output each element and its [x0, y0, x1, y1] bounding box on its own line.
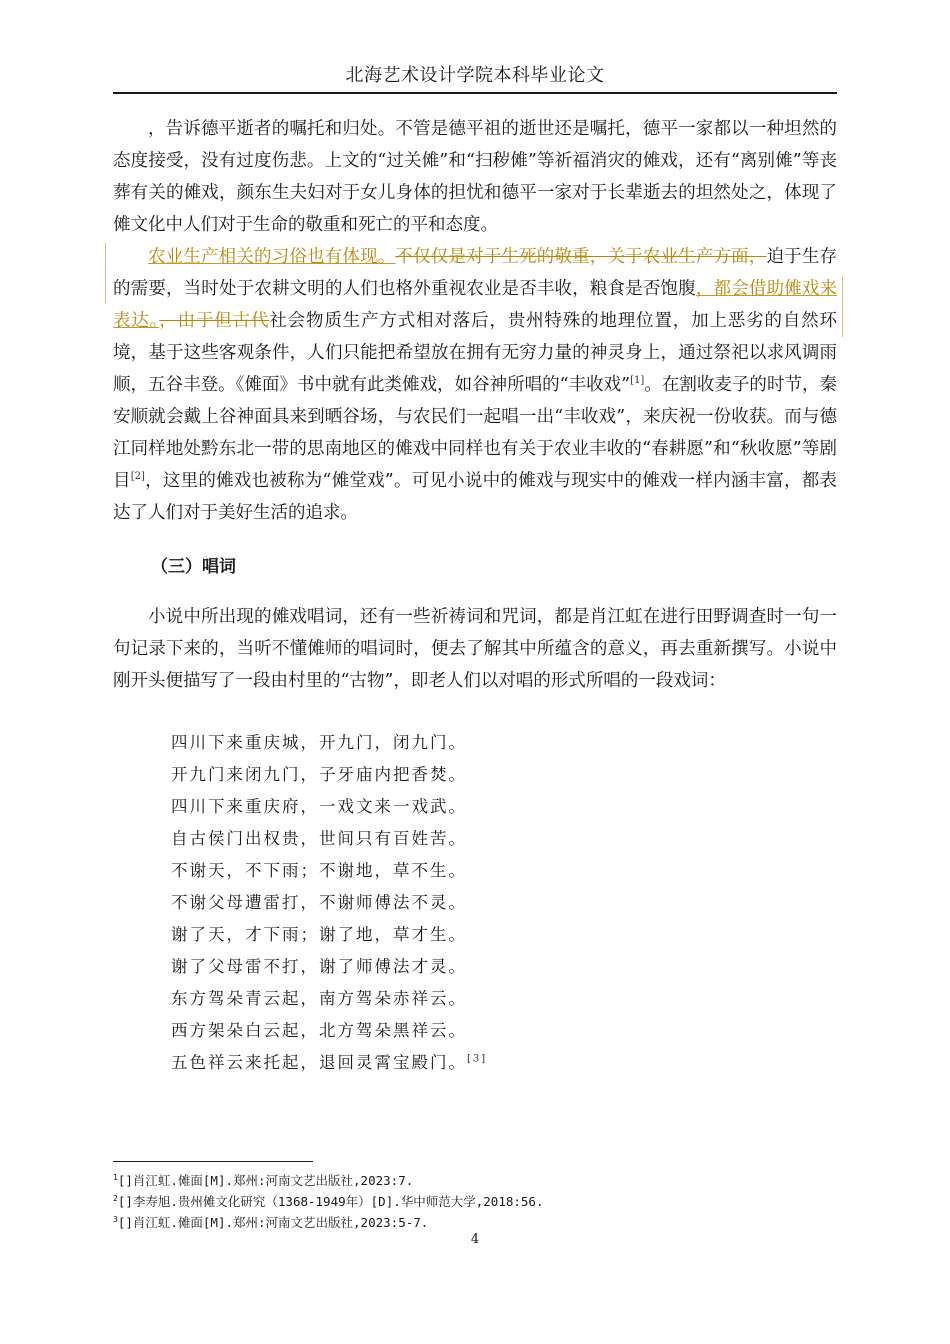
- paragraph-3: 小说中所出现的傩戏唱词，还有一些祈祷词和咒词，都是肖江虹在进行田野调查时一句一句记录下来的，当听不懂傩师的唱词时，便去了解其中所蕴含的意义，再去重新撰写。小说中刚开头便描写了一段由村里的“古物”，即老人们以对唱的形式所唱的一段戏词：: [113, 607, 837, 691]
- paragraph-text: ，这里的傩戏也被称为“傩堂戏”。可见小说中的傩戏与现实中的傩戏一样内涵丰富，都表达了人们对于美好生活的追求。: [113, 471, 838, 523]
- tracked-insertion[interactable]: 农业生产相关的习俗也有体现。: [148, 247, 396, 267]
- poem-line: 不谢天，不下雨；不谢地，草不生。: [171, 861, 467, 880]
- paragraph-text: 。在割收麦子的时节，秦安顺就会戴上谷神面具来到晒谷场，与农民们一起唱一出“丰收戏”，来庆祝一份收获。而与德江同样地处黔东北一带的思南地区的傩戏中同样也有关于农业丰收的“春耕愿”和“秋收愿”等剧目: [113, 375, 837, 491]
- paragraph-1: ，告诉德平逝者的嘱托和归处。不管是德平祖的逝世还是嘱托，德平一家都以一种坦然的态度接受，没有过度伤悲。上文的“过关傩”和“扫秽傩”等祈福消灾的傩戏，还有“离别傩”等丧葬有关的傩戏，颜东生夫妇对于女儿身体的担忧和德平一家对于长辈逝去的坦然处之，体现了傩文化中人们对于生命的敬重和死亡的平和态度。: [113, 119, 837, 235]
- poem-line: 四川下来重庆城，开九门，闭九门。: [171, 733, 467, 752]
- paragraph-2: [113, 241, 837, 529]
- poem-line: 五色祥云来托起，退回灵霄宝殿门。[3]: [171, 1053, 488, 1072]
- page-number: 4: [470, 1232, 480, 1247]
- header-divider: [113, 92, 837, 94]
- tracked-deletion[interactable]: 不仅仅是对于生死的敬重，关于农业生产方面，: [395, 247, 767, 267]
- poem-line: 谢了父母雷不打，谢了师傅法才灵。: [171, 957, 467, 976]
- poem-line: 四川下来重庆府，一戏文来一戏武。: [171, 797, 467, 816]
- poem-line: 开九门来闭九门，子牙庙内把香焚。: [171, 765, 467, 784]
- footnote-item: $^3$[]肖江虹.傩面[M].郑州:河南文艺出版社,2023:5-7.: [113, 1214, 429, 1230]
- footnote-divider: [113, 1161, 313, 1162]
- poem-line: 谢了天，才下雨；谢了地，草才生。: [171, 925, 467, 944]
- footnote-item: $^1$[]肖江虹.傩面[M].郑州:河南文艺出版社,2023:7.: [113, 1172, 414, 1188]
- poem-line: 自古侯门出权贵，世间只有百姓苦。: [171, 829, 467, 848]
- tracked-deletion[interactable]: ，由于但古代: [159, 311, 270, 331]
- poem-block: [113, 727, 837, 1079]
- citation-ref-2[interactable]: [2]: [130, 471, 145, 483]
- body-text: [113, 113, 837, 1079]
- footnotes: [113, 1170, 837, 1233]
- paragraph-text: 迫于生存的需要，当时处于农耕文明的人们也格外重视农业是否丰收，粮食是否饱腹: [113, 247, 838, 299]
- citation-ref-1[interactable]: [1]: [630, 375, 645, 387]
- footnote-item: $^2$[]李寿旭.贵州傩文化研究（1368-1949年）[D].华中师范大学,2018:56.: [113, 1193, 544, 1209]
- poem-line: 西方架朵白云起，北方驾朵黑祥云。: [171, 1021, 467, 1040]
- poem-line: 东方驾朵青云起，南方驾朵赤祥云。: [171, 989, 467, 1008]
- tracked-insertion[interactable]: ，都会借助傩戏来表达。: [113, 279, 838, 331]
- paragraph-text: 社会物质生产方式相对落后，贵州特殊的地理位置，加上恶劣的自然环境，基于这些客观条件，人们只能把希望放在拥有无穷力量的神灵身上，通过祭祀以求风调雨顺，五谷丰登。《傩面》书中就有此类傩戏，如谷神所唱的“丰收戏”: [113, 311, 838, 395]
- poem-line: 不谢父母遭雷打，不谢师傅法不灵。: [171, 893, 467, 912]
- page-header-title: 北海艺术设计学院本科毕业论文: [345, 65, 605, 86]
- section-heading: （三）唱词: [151, 557, 236, 577]
- citation-ref-3[interactable]: [3]: [467, 1053, 488, 1065]
